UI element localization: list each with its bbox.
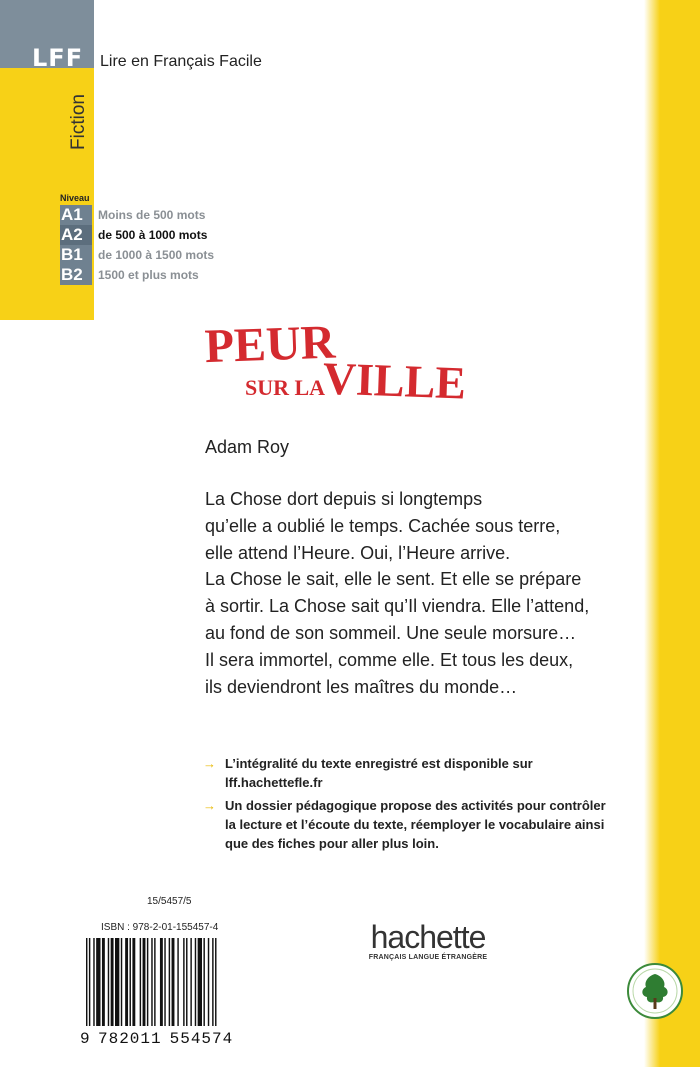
level-heading: Niveau (60, 193, 90, 203)
barcode-group-left: 782011 (98, 1030, 162, 1048)
note-link: lff.hachettefle.fr (225, 775, 323, 790)
barcode-bar (96, 938, 100, 1026)
barcode-bar (195, 938, 196, 1026)
barcode-bar (111, 938, 114, 1026)
summary-line: qu’elle a oublié le temps. Cachée sous terre, (205, 515, 561, 536)
barcode-bar (172, 938, 175, 1026)
barcode-bar (147, 938, 148, 1026)
author-name: Adam Roy (205, 437, 290, 457)
level-text: 1500 et plus mots (98, 268, 199, 282)
level-code: B2 (60, 265, 92, 285)
note-dossier (203, 796, 633, 853)
barcode-bar (164, 938, 165, 1026)
product-code: 15/5457/5 (147, 896, 192, 907)
level-text: Moins de 500 mots (98, 208, 206, 222)
level-text: de 1000 à 1500 mots (98, 248, 215, 262)
barcode-bar (140, 938, 141, 1026)
level-b2 (60, 265, 214, 285)
level-a1 (60, 205, 214, 225)
barcode-bar (154, 938, 155, 1026)
note-line: L’intégralité du texte enregistré est disponible sur (225, 756, 533, 771)
barcode-bars (80, 938, 260, 1028)
series-name: Lire en Français Facile (100, 53, 262, 70)
barcode-bar (203, 938, 204, 1026)
title-art (203, 315, 467, 409)
summary-line: à sortir. La Chose sait qu’Il viendra. Elle l’attend, (205, 596, 590, 617)
barcode-bar (89, 938, 90, 1026)
note-line: la lecture et l’écoute du texte, réemployer le vocabulaire ainsi (225, 817, 605, 832)
level-a2 (60, 225, 214, 245)
publisher-name: hachette (370, 919, 486, 955)
note-audio (203, 754, 633, 792)
title-small: SUR LA (245, 375, 326, 400)
barcode-digits (80, 1030, 260, 1048)
barcode-bar (190, 938, 191, 1026)
note-line: Un dossier pédagogique propose des activités pour contrôler (225, 798, 606, 813)
level-code: B1 (60, 245, 92, 265)
barcode-bar (102, 938, 105, 1026)
category-label: Fiction (68, 94, 89, 150)
barcode-group-right: 554574 (169, 1030, 234, 1048)
lff-logo: LFF (32, 44, 84, 72)
barcode-bar (198, 938, 202, 1026)
barcode-bar (130, 938, 131, 1026)
barcode-bar (93, 938, 94, 1026)
level-list (60, 205, 214, 285)
barcode-bar (169, 938, 170, 1026)
barcode-first-digit: 9 (80, 1030, 90, 1048)
level-b1 (60, 245, 214, 265)
barcode-bar (143, 938, 146, 1026)
arrow-right-icon: → (203, 798, 216, 813)
barcode-bar (186, 938, 187, 1026)
book-title (203, 315, 467, 409)
summary-line: La Chose le sait, elle le sent. Et elle se prépare (205, 569, 582, 590)
feature-notes (203, 754, 633, 857)
barcode-bar (208, 938, 209, 1026)
barcode-bar (125, 938, 128, 1026)
back-cover-summary (205, 486, 675, 700)
title-end: VILLE (321, 352, 467, 409)
publisher-logo (358, 920, 498, 961)
barcode-bar (151, 938, 152, 1026)
barcode-bar (160, 938, 163, 1026)
barcode-bar (121, 938, 122, 1026)
barcode-bar (115, 938, 119, 1026)
level-text: de 500 à 1000 mots (98, 228, 208, 242)
barcode-bar (212, 938, 213, 1026)
barcode-bar (183, 938, 184, 1026)
arrow-right-icon: → (203, 756, 216, 771)
barcode-bar (132, 938, 135, 1026)
title-main: PEUR (203, 315, 337, 374)
level-code: A2 (60, 225, 92, 245)
barcode-bar (86, 938, 87, 1026)
level-code: A1 (60, 205, 92, 225)
barcode-bar (177, 938, 178, 1026)
summary-line: La Chose dort depuis si longtemps (205, 489, 483, 509)
summary-line: elle attend l’Heure. Oui, l’Heure arrive. (205, 542, 511, 563)
summary-line: ils deviendront les maîtres du monde… (205, 676, 518, 697)
barcode (80, 938, 260, 1048)
tree-icon (626, 962, 684, 1020)
barcode-bar (215, 938, 216, 1026)
summary-line: Il sera immortel, comme elle. Et tous les deux, (205, 649, 574, 670)
summary-line: au fond de son sommeil. Une seule morsure… (205, 622, 577, 643)
barcode-bar (108, 938, 109, 1026)
publisher-subtitle: FRANÇAIS LANGUE ÉTRANGÈRE (368, 954, 488, 961)
isbn: ISBN : 978-2-01-155457-4 (101, 922, 219, 933)
note-line: que des fiches pour aller plus loin. (225, 836, 439, 851)
